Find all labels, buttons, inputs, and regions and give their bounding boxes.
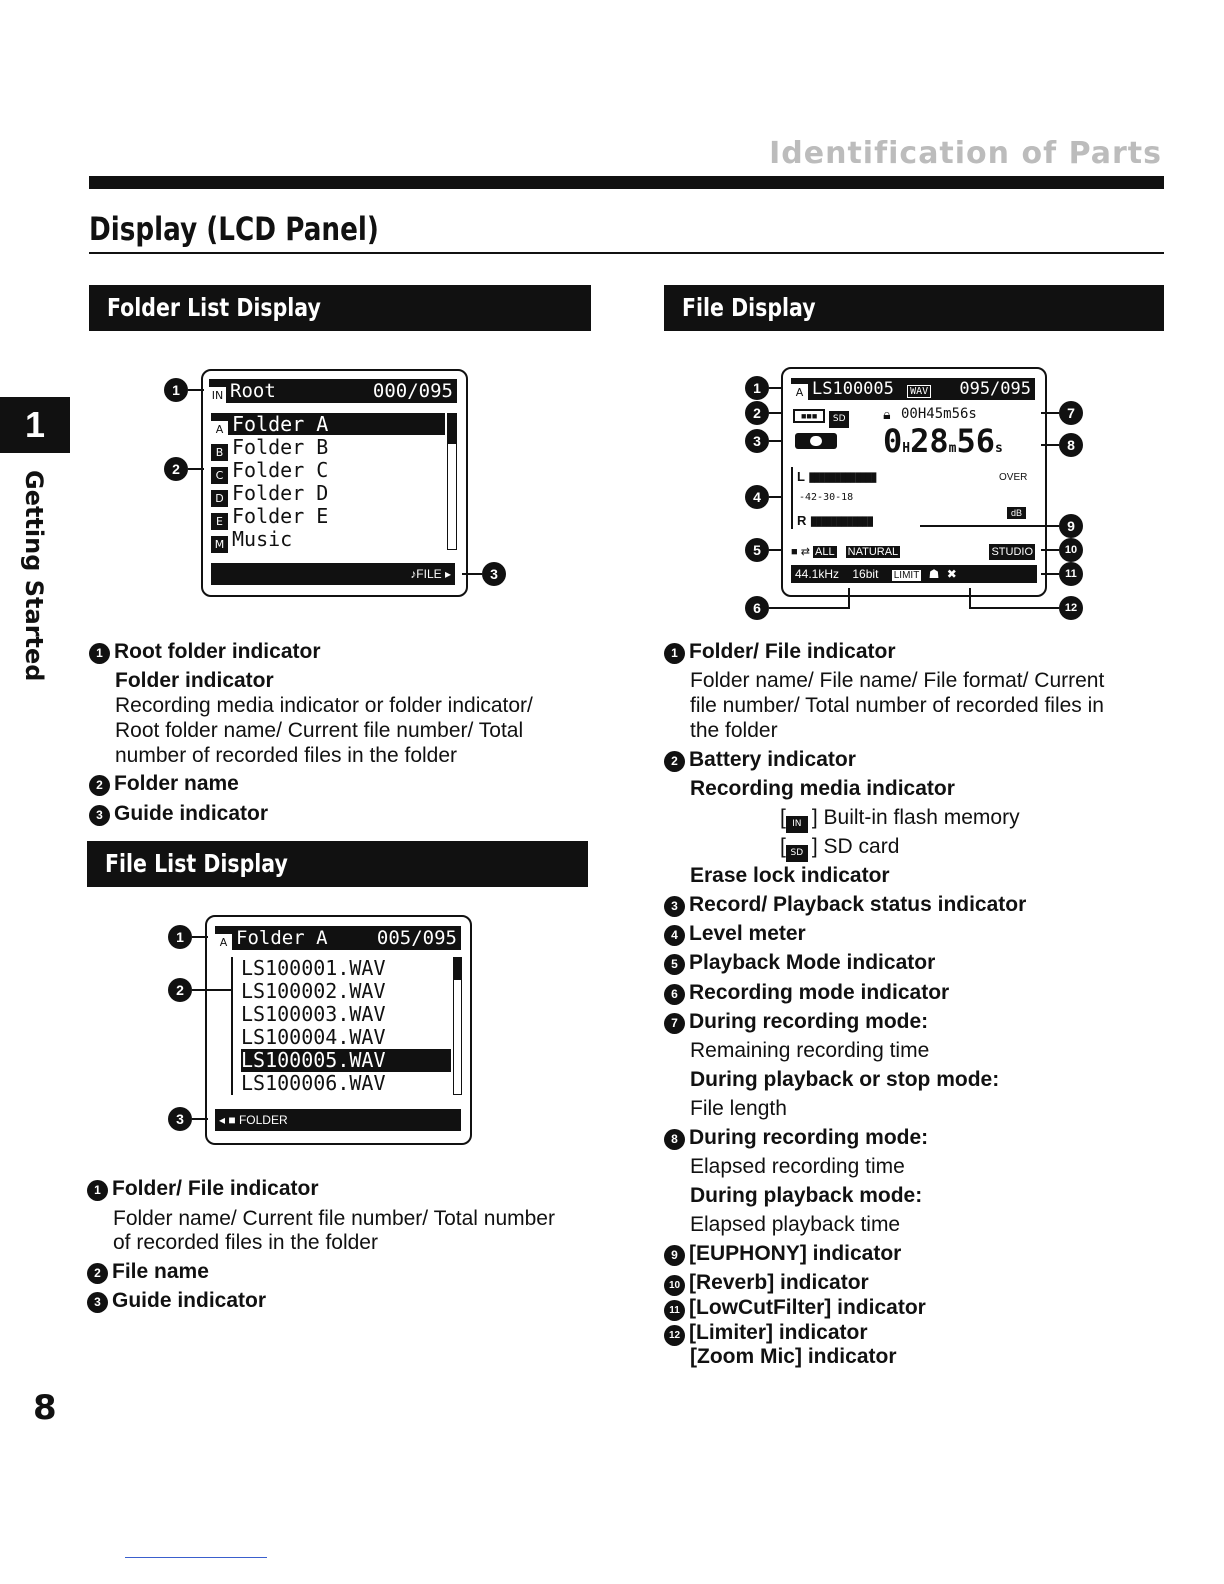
callout-line	[462, 573, 482, 575]
folder-d-icon: D	[211, 490, 228, 507]
file-display-item-11: 11 [LowCutFilter] indicator	[664, 1295, 926, 1321]
lcd-guide-label: FILE	[416, 567, 442, 581]
folder-list-item-1: 1 Root folder indicator	[89, 639, 321, 664]
callout-8: 8	[1059, 433, 1083, 457]
callout-line	[192, 989, 232, 991]
lcd-file-header	[791, 378, 1035, 400]
callout-3: 3	[745, 429, 769, 453]
lcd-folder-name: Folder E	[232, 504, 329, 528]
callout-4: 4	[745, 485, 769, 509]
music-folder-icon: M	[211, 536, 228, 553]
callout-9: 9	[1059, 514, 1083, 538]
callout-line	[769, 607, 849, 609]
file-display-item-4: 4 Level meter	[664, 921, 806, 946]
callout-line	[769, 412, 783, 414]
erase-lock-icon: 🔒︎	[883, 406, 891, 422]
title-rule	[89, 252, 1164, 254]
file-display-item-3: 3 Record/ Playback status indicator	[664, 892, 1026, 917]
lcd-meter-bracket	[791, 467, 793, 529]
page-title: Display (LCD Panel)	[89, 210, 379, 248]
memory-icon: IN	[209, 387, 226, 404]
callout-line	[192, 1118, 208, 1120]
file-display-item-2-sub: Recording media indicator	[690, 777, 955, 800]
folder-list-heading: Folder List Display	[107, 293, 321, 322]
lcd-format-row	[791, 565, 1037, 583]
level-meter-right: R ▮▮▮▮▮▮▮▮▮▮▮▮	[797, 513, 872, 528]
folder-a-icon: A	[215, 934, 232, 951]
sample-rate: 44.1kHz	[795, 567, 840, 581]
file-display-lcd	[781, 367, 1047, 597]
lcd-scrollbar	[447, 413, 457, 550]
level-meter-db: dB	[1007, 507, 1026, 519]
callout-line	[188, 389, 204, 391]
right-arrow-icon: ▸	[441, 567, 451, 581]
file-display-item-12: 12 [Limiter] indicator	[664, 1320, 868, 1346]
callout-1: 1	[164, 378, 188, 402]
file-display-item-8-desc-b: Elapsed playback time	[690, 1213, 901, 1236]
file-display-item-6: 6 Recording mode indicator	[664, 980, 949, 1005]
callout-line	[769, 496, 783, 498]
file-display-item-1-desc-2: file number/ Total number of recorded files in	[690, 694, 1104, 717]
lcd-folder-name: Folder C	[232, 458, 329, 482]
file-display-item-2: 2 Battery indicator	[664, 747, 856, 772]
file-list-item-1: 1 Folder/ File indicator	[87, 1176, 319, 1201]
zoom-mic-icon: ✖	[946, 567, 957, 581]
callout-line	[1041, 412, 1059, 414]
file-list-heading-bar	[87, 841, 588, 887]
record-status-icon	[795, 433, 837, 449]
callout-12: 12	[1059, 596, 1083, 620]
flash-memory-icon: IN	[786, 816, 808, 833]
callout-2: 2	[745, 401, 769, 425]
chapter-tab-label: Getting Started	[20, 470, 48, 682]
callout-3: 3	[482, 562, 506, 586]
lcd-folder-name: Folder D	[232, 481, 329, 505]
callout-10: 10	[1059, 538, 1083, 562]
callout-line	[192, 936, 208, 938]
folder-icon: ■	[791, 546, 798, 558]
studio-indicator: STUDIO	[991, 546, 1033, 558]
file-list-item-1-desc-1: Folder name/ Current file number/ Total number	[113, 1207, 555, 1230]
file-display-item-2-sub2: Erase lock indicator	[690, 864, 890, 887]
callout-line	[969, 588, 971, 609]
file-display-item-8-desc-a: Elapsed recording time	[690, 1155, 905, 1178]
lcd-root-count: 000/095	[372, 380, 453, 402]
sd-card-icon: SD	[829, 411, 849, 428]
file-display-heading-bar	[664, 285, 1164, 331]
lcd-status-row	[793, 405, 891, 428]
lcd-guide-label: FOLDER	[238, 1113, 288, 1127]
callout-line	[769, 549, 783, 551]
folder-list-lcd	[201, 369, 468, 597]
callout-3: 3	[168, 1107, 192, 1131]
file-display-item-7: 7 During recording mode:	[664, 1009, 928, 1034]
file-list-item-2: 2 File name	[87, 1259, 209, 1284]
folder-list-item-1-sub: Folder indicator	[115, 669, 274, 692]
section-header-title: Identification of Parts	[769, 136, 1162, 171]
file-display-item-2-sd: [ SD ] SD card	[780, 834, 899, 862]
lcd-folder-name: Folder A	[232, 412, 329, 436]
file-display-item-1: 1 Folder/ File indicator	[664, 639, 896, 664]
folder-b-icon: B	[211, 444, 228, 461]
lcd-folder-name: Music	[232, 527, 293, 551]
lcd-file-row: LS100006.WAV	[241, 1071, 386, 1095]
level-meter-scale: -42-30-18	[799, 492, 854, 503]
lcd-guide-bar	[215, 1109, 461, 1131]
callout-6: 6	[745, 596, 769, 620]
left-arrow-icon: ◂ ■	[219, 1113, 239, 1127]
folder-a-icon: A	[791, 384, 808, 401]
folder-e-icon: E	[211, 513, 228, 530]
file-display-item-10: 10 [Reverb] indicator	[664, 1270, 869, 1296]
file-list-item-3: 3 Guide indicator	[87, 1288, 266, 1313]
lcd-root-row	[209, 379, 457, 403]
lcd-file-row: LS100002.WAV	[241, 979, 386, 1003]
lcd-folder-row-selected	[211, 413, 445, 435]
euphony-indicator: NATURAL	[847, 546, 899, 558]
callout-line	[769, 440, 783, 442]
file-list-item-1-desc-2: of recorded files in the folder	[113, 1231, 378, 1254]
folder-c-icon: C	[211, 467, 228, 484]
callout-1: 1	[168, 925, 192, 949]
file-list-lcd	[205, 915, 472, 1145]
lcd-scrollbar	[453, 957, 462, 1095]
lcd-file-row: LS100001.WAV	[241, 956, 386, 980]
folder-list-item-2: 2 Folder name	[89, 771, 239, 796]
folder-list-heading-bar	[89, 285, 591, 331]
battery-icon: ■■■	[793, 409, 825, 423]
lcd-root-label: Root	[230, 380, 276, 402]
file-display-item-8: 8 During recording mode:	[664, 1125, 928, 1150]
lcd-folder-name: Folder B	[232, 435, 329, 459]
callout-7: 7	[1059, 401, 1083, 425]
callout-11: 11	[1059, 562, 1083, 586]
file-display-item-12-sub: [Zoom Mic] indicator	[690, 1345, 897, 1368]
lcd-mode-row	[791, 544, 1037, 560]
lcd-file-row: LS100003.WAV	[241, 1002, 386, 1026]
file-list-heading: File List Display	[105, 849, 288, 878]
file-display-item-7-sub: During playback or stop mode:	[690, 1068, 1000, 1091]
top-rule	[89, 176, 1164, 189]
file-display-item-7-desc-b: File length	[690, 1097, 787, 1120]
lcd-file-count: 095/095	[959, 379, 1031, 399]
lcd-elapsed-time: 0H28m56s	[883, 422, 1003, 460]
file-display-item-8-sub: During playback mode:	[690, 1184, 923, 1207]
file-display-item-7-desc-a: Remaining recording time	[690, 1039, 930, 1062]
low-cut-filter-icon: ☗	[928, 567, 940, 581]
callout-line	[1041, 444, 1059, 446]
folder-list-item-1-desc-3: number of recorded files in the folder	[115, 744, 458, 767]
callout-2: 2	[164, 457, 188, 481]
lcd-file-count: 005/095	[376, 927, 457, 949]
lcd-remaining-time: 00H45m56s	[901, 406, 977, 422]
limiter-indicator: LIMIT	[893, 570, 920, 581]
folder-list-item-3: 3 Guide indicator	[89, 801, 268, 826]
folder-list-item-1-desc-1: Recording media indicator or folder indicator/	[115, 694, 533, 717]
lcd-file-format: WAV	[907, 385, 931, 398]
footer-rule	[125, 1557, 267, 1558]
page-number: 8	[33, 1388, 57, 1428]
lcd-folder-label: Folder A	[236, 927, 328, 949]
sd-card-icon: SD	[786, 845, 808, 862]
lcd-folder-header	[215, 926, 461, 950]
lcd-bracket	[231, 957, 233, 1095]
music-note-icon: ♪	[410, 567, 417, 581]
file-display-item-5: 5 Playback Mode indicator	[664, 950, 935, 975]
folder-a-icon: A	[211, 421, 228, 438]
file-display-item-9: 9 [EUPHONY] indicator	[664, 1241, 901, 1266]
callout-line	[970, 607, 1059, 609]
repeat-icon: ⇄	[800, 546, 810, 558]
callout-2: 2	[168, 978, 192, 1002]
file-display-item-2-flash: [ IN ] Built-in flash memory	[780, 805, 1020, 833]
callout-line	[848, 588, 850, 609]
lcd-file-row: LS100004.WAV	[241, 1025, 386, 1049]
chapter-tab-number: 1	[0, 397, 70, 453]
lcd-file-name: LS100005	[812, 379, 894, 399]
folder-list-item-1-desc-2: Root folder name/ Current file number/ Total	[115, 719, 524, 742]
lcd-guide-bar	[211, 563, 455, 585]
callout-line	[1041, 549, 1059, 551]
callout-5: 5	[745, 538, 769, 562]
file-display-item-1-desc-3: the folder	[690, 719, 778, 742]
file-display-heading: File Display	[682, 293, 816, 322]
level-meter-over: OVER	[999, 472, 1028, 483]
callout-line	[920, 525, 1059, 527]
callout-line	[769, 387, 783, 389]
lcd-file-row-selected: LS100005.WAV	[241, 1049, 451, 1072]
callout-line	[188, 468, 204, 470]
level-meter-left: L ▮▮▮▮▮▮▮▮▮▮▮▮▮	[797, 469, 876, 484]
bit-depth: 16bit	[852, 567, 879, 581]
callout-line	[1041, 573, 1059, 575]
reverb-indicator: ALL	[815, 546, 835, 558]
lcd-folder-row	[211, 528, 292, 553]
file-display-item-1-desc-1: Folder name/ File name/ File format/ Current	[690, 669, 1105, 692]
callout-1: 1	[745, 376, 769, 400]
